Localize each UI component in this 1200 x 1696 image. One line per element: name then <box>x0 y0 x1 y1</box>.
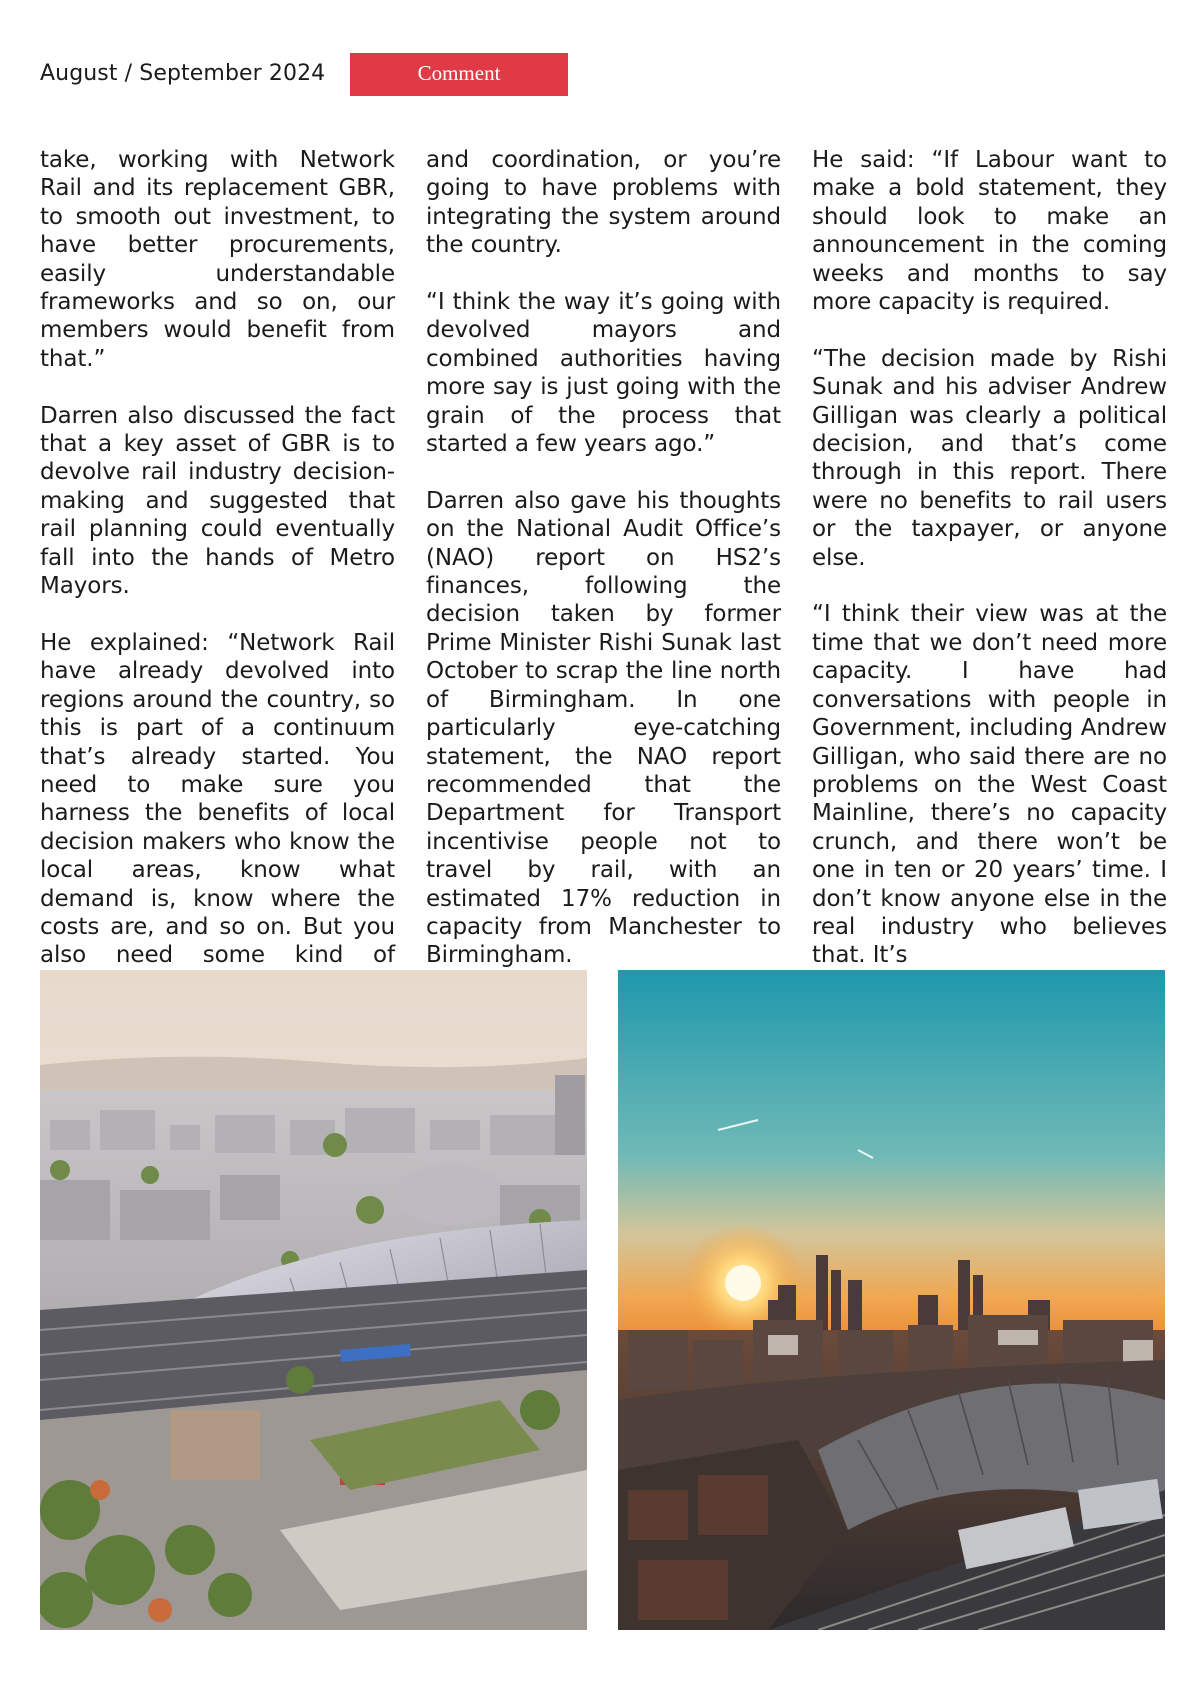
article-column-3 <box>812 146 1167 970</box>
issue-date: August / September 2024 <box>40 61 326 86</box>
paragraph: He explained: “Network Rail have already devolved into regions around the country, so this is part of a continuum that’s already started. You need to make sure you harness the benefits of local decision makers who know the local areas, know what demand is, know where the costs are, and so on. But you also need some kind of <box>40 629 395 969</box>
paragraph: Darren also discussed the fact that a key asset of GBR is to devolve rail industry decision-making and suggested that rail planning could eventually fall into the hands of Metro Mayors. <box>40 402 395 600</box>
paragraph: He said: “If Labour want to make a bold statement, they should look to make an announcement in the coming weeks and months to say more capacity is required. <box>812 147 1167 316</box>
paragraph: and coordination, or you’re going to have problems with integrating the system around the country. <box>426 147 781 259</box>
section-tag: Comment <box>350 53 568 96</box>
paragraph: take, working with Network Rail and its replacement GBR, to smooth out investment, to have better procurements, easily understandable frameworks and so on, our members would benefit from that.” <box>40 147 395 372</box>
paragraph: “The decision made by Rishi Sunak and his adviser Andrew Gilligan was clearly a political decision, and that’s come through in this report. There were no benefits to rail users or the taxpayer, or anyone else. <box>812 345 1167 571</box>
paragraph: Darren also gave his thoughts on the National Audit Office’s (NAO) report on HS2’s finances, following the decision taken by former Prime Minister Rishi Sunak last October to scrap the line north of Birmingham. In one particularly eye-catching statement, the NAO report recommended that the Department for Transport incentivise people not to travel by rail, with an estimated 17% reduction in capacity from Manchester to Birmingham. <box>426 487 781 969</box>
station-rendering-photo <box>40 970 587 1630</box>
city-sunset-photo <box>618 970 1165 1630</box>
article-column-2 <box>426 146 781 970</box>
article-column-1 <box>40 146 395 998</box>
paragraph: “I think the way it’s going with devolved mayors and combined authorities having more say is just going with the grain of the process that started a few years ago.” <box>426 289 781 458</box>
article-body <box>40 146 1167 969</box>
paragraph: “I think their view was at the time that we don’t need more capacity. I have had conversations with people in Government, including Andrew Gilligan, who said there are no problems on the West Coast Mainline, there’s no capacity crunch, and there won’t be one in ten or 20 years’ time. I don’t know anyone else in the real industry who believes that. It’s <box>812 601 1167 969</box>
